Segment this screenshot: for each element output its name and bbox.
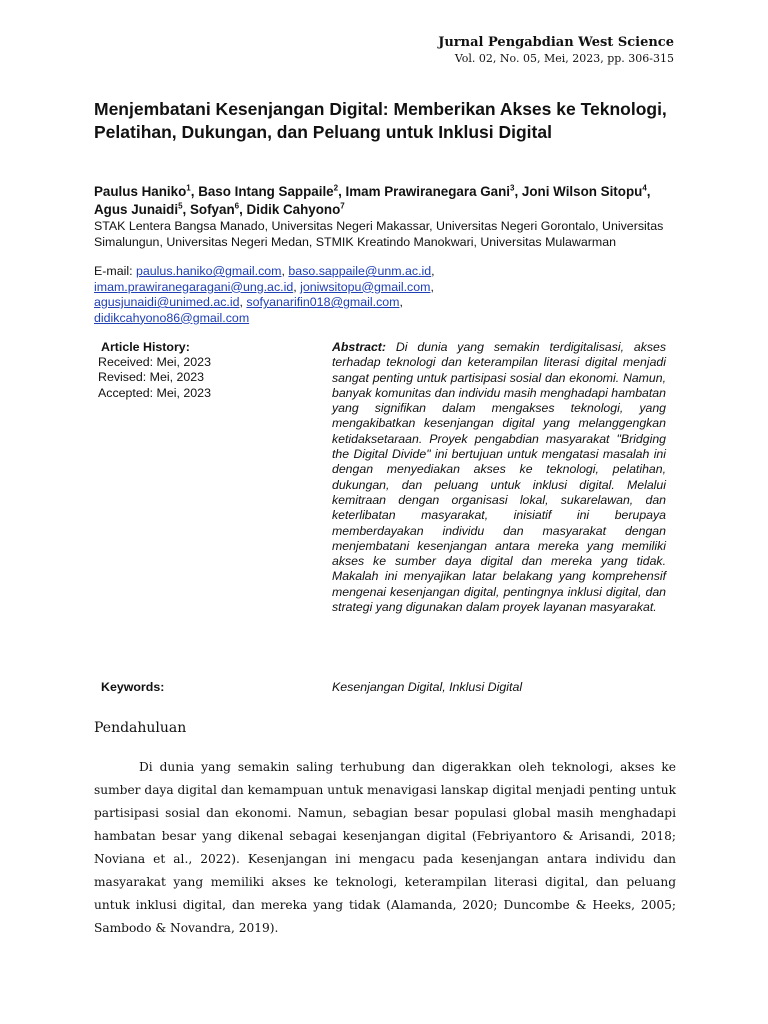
author-affiliation-number: 7: [340, 201, 345, 211]
author-name: Agus Junaidi: [94, 202, 179, 217]
paper-title: Menjembatani Kesenjangan Digital: Memberikan Akses ke Teknologi, Pelatihan, Dukungan, dan Peluang untuk Inklusi Digital: [94, 99, 667, 142]
email-link[interactable]: baso.sappaile@unm.ac.id: [288, 264, 432, 278]
keywords-label: Keywords:: [101, 680, 165, 694]
email-link[interactable]: sofyanarifin018@gmail.com: [246, 295, 400, 309]
email-link[interactable]: agusjunaidi@unimed.ac.id: [94, 295, 240, 309]
author-name: Didik Cahyono: [246, 202, 341, 217]
author-list: Paulus Haniko$^1$, Baso Intang Sappaile$^2$, Imam Prawiranegara Gani$^3$, Joni Wilson Sitopu$^4$, Agus Junaidi$^5$, Sofyan$^6$, Didik Cahyono$^7$: [94, 183, 651, 217]
author-name: Baso Intang Sappaile: [198, 184, 334, 199]
journal-name: Jurnal Pengabdian West Science: [438, 35, 674, 50]
email-label: E-mail:: [94, 264, 136, 278]
abstract-text: Di dunia yang semakin terdigitalisasi, akses terhadap teknologi dan keterampilan literasi digital menjadi sangat penting untuk partisipasi sosial dan ekonomi. Namun, banyak komunitas dan individu masih menghadapi hambatan yang signifikan dalam mengakses teknologi, yang mengakibatkan kesenjangan digital yang melanggengkan ketidaksetaraan. Proyek pengabdian masyarakat "Bridging the Digital Divide" ini bertujuan untuk mengatasi masalah ini dengan menyediakan akses ke teknologi, pelatihan, dukungan, dan peluang untuk inklusi digital. Melalui kemitraan dengan organisasi lokal, sukarelawan, dan keterlibatan masyarakat, inisiatif ini berupaya memberdayakan individu dan masyarakat dengan menjembatani kesenjangan antara mereka yang memiliki akses ke sumber daya digital dan mereka yang tidak. Makalah ini menyajikan latar belakang yang komprehensif mengenai kesenjangan digital, pentingnya inklusi digital, dan strategi yang digunakan dalam proyek layanan masyarakat.: [332, 340, 666, 615]
author-affiliation-number: 5: [178, 201, 183, 211]
keywords-value: Kesenjangan Digital, Inklusi Digital: [332, 680, 523, 694]
email-link[interactable]: paulus.haniko@gmail.com: [136, 264, 282, 278]
journal-header: [438, 34, 674, 66]
abstract-label: Abstract:: [332, 340, 386, 354]
email-link[interactable]: didikcahyono86@gmail.com: [94, 310, 250, 325]
affiliation: STAK Lentera Bangsa Manado, Universitas Negeri Makassar, Universitas Negeri Gorontalo, Universitas Simalungun, Universitas Negeri Medan, STMIK Kreatindo Manokwari, Universitas Mulawarman: [94, 219, 664, 249]
abstract: [332, 340, 666, 615]
journal-volume: Vol. 02, No. 05, Mei, 2023, pp. 306-315: [454, 52, 674, 65]
author-name: Paulus Haniko: [94, 184, 187, 199]
intro-paragraph: Di dunia yang semakin saling terhubung dan digerakkan oleh teknologi, akses ke sumber daya digital dan kemampuan untuk menavigasi lanskap digital menjadi penting untuk partisipasi sosial dan ekonomi. Namun, sebagian besar populasi global masih menghadapi hambatan besar yang dikenal sebagai kesenjangan digital (Febriyantoro & Arisandi, 2018; Noviana et al., 2022). Kesenjangan ini mengacu pada kesenjangan antara individu dan masyarakat yang memiliki akses ke teknologi, keterampilan literasi digital, dan peluang untuk inklusi digital, dan mereka yang tidak (Alamanda, 2020; Duncombe & Heeks, 2005; Sambodo & Novandra, 2019).: [94, 760, 676, 935]
email-list: E-mail: paulus.haniko@gmail.com, baso.sappaile@unm.ac.id, imam.prawiranegaragani@ung.ac.id, joniwsitopu@gmail.com, agusjunaidi@unimed.ac.id, sofyanarifin018@gmail.com, didikcahyono86@gmail.com: [94, 264, 435, 325]
author-name: Joni Wilson Sitopu: [521, 184, 643, 199]
author-affiliation-number: 4: [642, 183, 647, 193]
email-link[interactable]: joniwsitopu@gmail.com: [300, 279, 431, 294]
accepted-date: Accepted: Mei, 2023: [98, 385, 211, 400]
article-history-title: Article History:: [101, 340, 190, 354]
received-date: Received: Mei, 2023: [98, 355, 211, 370]
author-affiliation-number: 2: [333, 183, 339, 193]
email-link[interactable]: imam.prawiranegaragani@ung.ac.id: [94, 279, 294, 294]
author-name: Imam Prawiranegara Gani: [345, 184, 511, 199]
article-history: [98, 340, 318, 401]
revised-date: Revised: Mei, 2023: [98, 370, 205, 385]
author-affiliation-number: 6: [234, 201, 240, 211]
author-affiliation-number: 1: [186, 183, 191, 193]
author-name: Sofyan: [189, 202, 235, 217]
author-affiliation-number: 3: [510, 183, 515, 193]
section-title: Pendahuluan: [94, 720, 187, 736]
